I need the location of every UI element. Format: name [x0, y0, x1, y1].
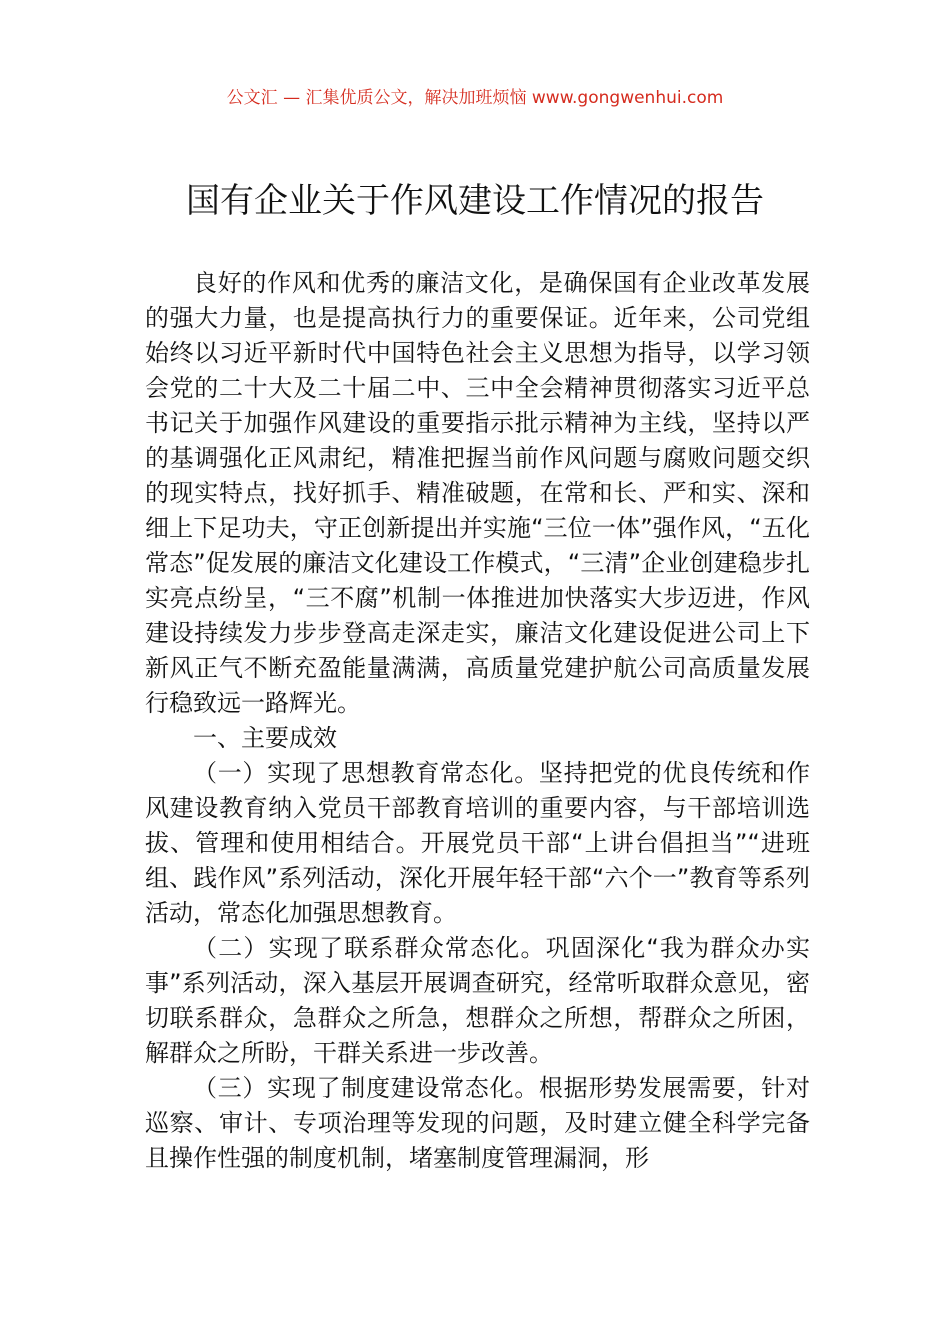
paragraph-intro: 良好的作风和优秀的廉洁文化，是确保国有企业改革发展的强大力量，也是提高执行力的重要保证。近年来，公司党组始终以习近平新时代中国特色社会主义思想为指导，以学习领会党的二十大及二十届二中、三中全会精神贯彻落实习近平总书记关于加强作风建设的重要指示批示精神为主线，坚持以严的基调强化正风肃纪，精准把握当前作风问题与腐败问题交织的现实特点，找好抓手、精准破题，在常和长、严和实、深和细上下足功夫，守正创新提出并实施“三位一体”强作风，“五化常态”促发展的廉洁文化建设工作模式，“三清”企业创建稳步扎实亮点纷呈，“三不腐”机制一体推进加快落实大步迈进，作风建设持续发力步步登高走深走实，廉洁文化建设促进公司上下新风正气不断充盈能量满满，高质量党建护航公司高质量发展行稳致远一路辉光。: [145, 269, 810, 717]
paragraph-item-1: （一）实现了思想教育常态化。坚持把党的优良传统和作风建设教育纳入党员干部教育培训的重要内容，与干部培训选拔、管理和使用相结合。开展党员干部“上讲台倡担当”“进班组、践作风”系列活动，深化开展年轻干部“六个一”教育等系列活动，常态化加强思想教育。: [145, 759, 810, 927]
document-title: 国有企业关于作风建设工作情况的报告: [186, 181, 764, 221]
paragraph-item-2: （二）实现了联系群众常态化。巩固深化“我为群众办实事”系列活动，深入基层开展调查研究，经常听取群众意见，密切联系群众，急群众之所急，想群众之所想，帮群众之所困，解群众之所盼，干群关系进一步改善。: [145, 934, 810, 1067]
section-heading-main-results: 一、主要成效: [193, 724, 337, 752]
paragraph-item-3: （三）实现了制度建设常态化。根据形势发展需要，针对巡察、审计、专项治理等发现的问题，及时建立健全科学完备且操作性强的制度机制，堵塞制度管理漏洞，形: [145, 1074, 810, 1172]
site-header-banner: 公文汇 — 汇集优质公文，解决加班烦恼 www.gongwenhui.com: [226, 88, 724, 108]
document-body: [145, 266, 810, 1176]
